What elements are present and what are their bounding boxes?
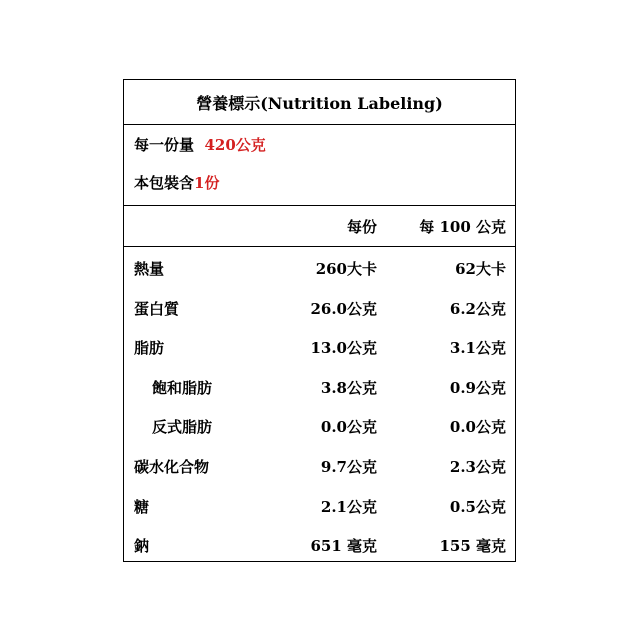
serving-size-value: 420公克 — [204, 136, 266, 154]
nutrient-row — [124, 287, 515, 327]
serving-count-value: 1份 — [194, 174, 220, 192]
nutrient-row — [124, 405, 515, 445]
nutrient-per-serving: 26.0公克 — [310, 299, 377, 318]
nutrient-per-serving: 13.0公克 — [310, 339, 377, 358]
serving-count-label: 本包裝含 — [134, 174, 195, 192]
nutrient-per-100g: 2.3公克 — [449, 457, 506, 476]
nutrient-per-100g: 6.2公克 — [449, 299, 506, 318]
nutrient-row — [124, 524, 515, 564]
nutrient-per-serving: 260大卡 — [315, 260, 377, 278]
serving-count-line — [134, 172, 219, 193]
column-header-per-100g: 每 100 公克 — [419, 218, 506, 236]
nutrient-per-100g: 155 毫克 — [439, 537, 506, 556]
nutrient-per-100g: 0.9公克 — [449, 378, 506, 397]
column-header-per-serving: 每份 — [346, 218, 377, 236]
nutrient-name: 熱量 — [134, 260, 165, 278]
nutrient-per-serving: 3.8公克 — [320, 378, 377, 397]
serving-info — [124, 125, 515, 206]
nutrient-name: 蛋白質 — [134, 299, 180, 318]
nutrient-per-serving: 651 毫克 — [310, 537, 377, 556]
nutrient-row — [124, 247, 515, 287]
nutrient-row — [124, 366, 515, 406]
nutrient-row — [124, 445, 515, 485]
nutrient-name: 鈉 — [134, 537, 150, 556]
nutrient-name: 碳水化合物 — [134, 457, 210, 476]
nutrient-per-100g: 0.0公克 — [449, 418, 506, 437]
nutrient-row — [124, 485, 515, 525]
nutrient-name: 反式脂肪 — [152, 418, 213, 437]
column-header-row — [124, 206, 515, 247]
nutrient-name: 脂肪 — [134, 339, 165, 358]
nutrient-per-serving: 2.1公克 — [320, 497, 377, 516]
nutrient-name: 糖 — [134, 497, 150, 516]
nutrient-row — [124, 326, 515, 366]
serving-size-label: 每一份量 — [134, 136, 195, 154]
nutrient-rows — [124, 247, 515, 564]
label-title: 營養標示(Nutrition Labeling) — [124, 80, 515, 125]
nutrient-per-serving: 9.7公克 — [320, 457, 377, 476]
nutrition-label — [123, 79, 516, 562]
nutrient-per-100g: 0.5公克 — [449, 497, 506, 516]
nutrient-per-100g: 3.1公克 — [449, 339, 506, 358]
serving-size-line — [134, 134, 266, 155]
nutrient-per-serving: 0.0公克 — [320, 418, 377, 437]
nutrient-name: 飽和脂肪 — [152, 378, 213, 397]
nutrient-per-100g: 62大卡 — [455, 260, 506, 278]
